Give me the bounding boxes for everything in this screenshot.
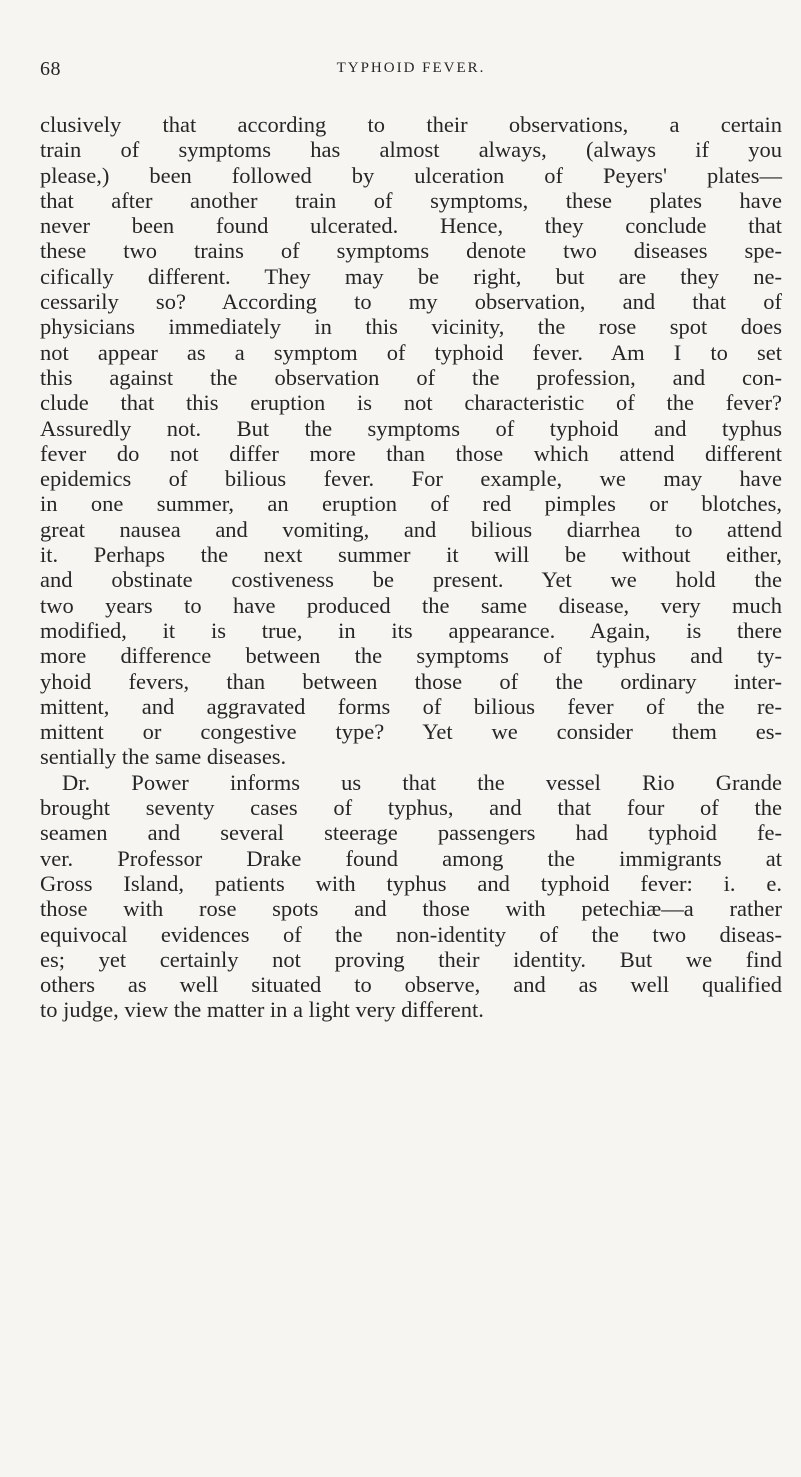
body-text (40, 112, 782, 1023)
text-line: never been found ulcerated. Hence, they conclude that (40, 213, 782, 239)
text-line: great nausea and vomiting, and bilious diarrhea to attend (40, 516, 782, 542)
text-line: that after another train of symptoms, these plates have (40, 187, 782, 213)
text-line: modified, it is true, in its appearance. Again, is there (40, 617, 782, 643)
text-line: train of symptoms has almost always, (always if you (40, 137, 782, 163)
text-line: cifically different. They may be right, but are they ne- (40, 263, 782, 289)
text-line: clude that this eruption is not characteristic of the fever? (40, 390, 782, 416)
text-line: fever do not differ more than those which attend different (40, 440, 782, 466)
text-line: this against the observation of the profession, and con- (40, 364, 782, 390)
text-line: please,) been followed by ulceration of Peyers' plates— (40, 162, 782, 188)
text-line: more difference between the symptoms of typhus and ty- (40, 643, 782, 669)
running-head: TYPHOID FEVER. (336, 60, 486, 76)
text-line: es; yet certainly not proving their identity. But we find (40, 946, 782, 972)
text-line: clusively that according to their observations, a certain (40, 112, 782, 137)
text-line: to judge, view the matter in a light very different. (40, 997, 484, 1023)
text-line: seamen and several steerage passengers had typhoid fe- (40, 820, 782, 846)
text-line: two years to have produced the same disease, very much (40, 592, 782, 618)
text-line: cessarily so? According to my observation, and that of (40, 289, 782, 315)
text-line: others as well situated to observe, and as well qualified (40, 972, 782, 998)
text-line: it. Perhaps the next summer it will be without either, (40, 542, 782, 568)
text-line: those with rose spots and those with petechiæ—a rather (40, 896, 782, 922)
text-line: mittent or congestive type? Yet we consider them es- (40, 719, 782, 745)
page-header (40, 58, 782, 86)
text-line: not appear as a symptom of typhoid fever. Am I to set (40, 339, 782, 365)
text-line: mittent, and aggravated forms of bilious fever of the re- (40, 693, 782, 719)
text-line: in one summer, an eruption of red pimples or blotches, (40, 491, 782, 517)
text-line: Dr. Power informs us that the vessel Rio Grande (62, 769, 782, 795)
text-line: ver. Professor Drake found among the immigrants at (40, 845, 782, 871)
text-line: equivocal evidences of the non-identity of the two diseas- (40, 921, 782, 947)
text-line: yhoid fevers, than between those of the ordinary inter- (40, 668, 782, 694)
text-line: epidemics of bilious fever. For example, we may have (40, 466, 782, 492)
text-line: sentially the same diseases. (40, 744, 287, 770)
text-line: brought seventy cases of typhus, and that four of the (40, 795, 782, 821)
text-line: physicians immediately in this vicinity, the rose spot does (40, 314, 782, 340)
text-line: Gross Island, patients with typhus and typhoid fever: i. e. (40, 870, 782, 896)
text-line: these two trains of symptoms denote two diseases spe- (40, 238, 782, 264)
page-number: 68 (40, 58, 61, 80)
text-line: Assuredly not. But the symptoms of typhoid and typhus (40, 415, 782, 441)
text-line: and obstinate costiveness be present. Yet we hold the (40, 567, 782, 593)
